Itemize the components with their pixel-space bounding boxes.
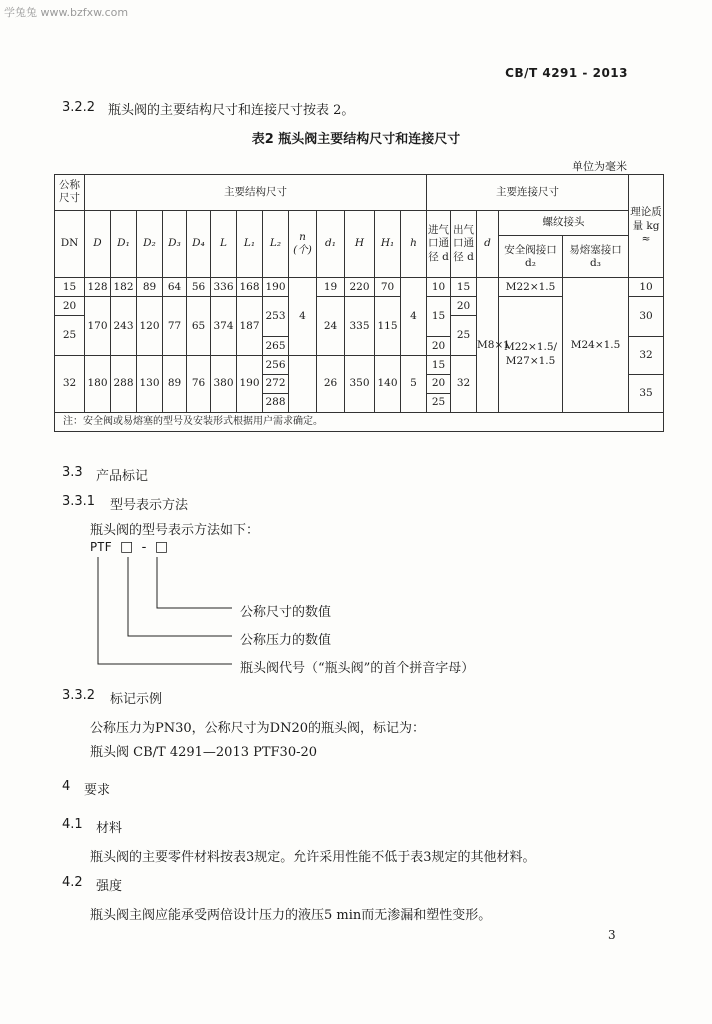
cell-D1: 243 <box>111 297 137 356</box>
cell-d1: 26 <box>317 356 345 413</box>
cell-H: 335 <box>345 297 375 356</box>
cell-inlet: 15 <box>427 297 451 337</box>
cell-inlet: 25 <box>427 394 451 413</box>
cell-D2: 130 <box>137 356 163 413</box>
cell-d1: 19 <box>317 278 345 297</box>
section-number: 4.2 <box>62 875 83 890</box>
section-title: 型号表示方法 <box>110 498 189 513</box>
cell-weight: 30 <box>629 297 664 337</box>
cell-inlet: 20 <box>427 337 451 356</box>
cell-outlet: 32 <box>451 356 477 413</box>
header-h: h <box>401 210 427 277</box>
section-title: 标记示例 <box>110 692 163 707</box>
section-title: 材料 <box>96 821 123 836</box>
example-line2: 瓶头阀 CB/T 4291—2013 PTF30-20 <box>90 745 318 760</box>
cell-inlet: 20 <box>427 375 451 394</box>
cell-L: 380 <box>211 356 237 413</box>
cell-weight: 32 <box>629 337 664 375</box>
cell-D1: 182 <box>111 278 137 297</box>
cell-D: 180 <box>85 356 111 413</box>
cell-L: 336 <box>211 278 237 297</box>
header-main-conn: 主要连接尺寸 <box>427 175 629 211</box>
cell-L: 374 <box>211 297 237 356</box>
header-nominal-size: 公称尺寸 <box>55 175 85 211</box>
cell-fusible: M24×1.5 <box>563 278 629 413</box>
header-d: d <box>477 210 499 277</box>
section-title: 要求 <box>84 783 111 798</box>
table-title: 表2 瓶头阀主要结构尺寸和连接尺寸 <box>251 132 461 147</box>
header-main-struct: 主要结构尺寸 <box>85 175 427 211</box>
cell-H: 220 <box>345 278 375 297</box>
cell-L2: 256 <box>263 356 289 375</box>
cell-D4: 65 <box>187 297 211 356</box>
cell-dn: 20 <box>55 297 85 316</box>
table-unit: 单位为毫米 <box>572 160 627 173</box>
section-body: 瓶头阀主阀应能承受两倍设计压力的液压5 min而无渗漏和塑性变形。 <box>90 908 492 923</box>
section-title: 产品标记 <box>96 469 149 484</box>
header-dn: DN <box>55 210 85 277</box>
model-placeholder: □ - □ <box>120 539 171 555</box>
cell-d: M8×1 <box>477 278 499 413</box>
example-line1: 公称压力为PN30，公称尺寸为DN20的瓶头阀，标记为： <box>90 721 426 736</box>
header-d1: d₁ <box>317 210 345 277</box>
header-H: H <box>345 210 375 277</box>
cell-L2: 253 <box>263 297 289 337</box>
cell-L1: 187 <box>237 297 263 356</box>
cell-weight: 10 <box>629 278 664 297</box>
section-number: 4 <box>62 779 71 794</box>
cell-weight: 35 <box>629 375 664 413</box>
header-H1: H₁ <box>375 210 401 277</box>
cell-h: 4 <box>401 278 427 356</box>
cell-d1: 24 <box>317 297 345 356</box>
cell-inlet: 10 <box>427 278 451 297</box>
cell-safety: M22×1.5 <box>499 278 563 297</box>
cell-D4: 76 <box>187 356 211 413</box>
label-pressure: 公称压力的数值 <box>240 633 332 648</box>
header-D1: D₁ <box>111 210 137 277</box>
cell-H1: 70 <box>375 278 401 297</box>
cell-L2: 288 <box>263 394 289 413</box>
section-body: 瓶头阀的主要零件材料按表3规定。允许采用性能不低于表3规定的其他材料。 <box>90 850 536 865</box>
cell-H1: 115 <box>375 297 401 356</box>
section-number: 4.1 <box>62 817 83 832</box>
header-D4: D₄ <box>187 210 211 277</box>
header-outlet: 出气口通径 d <box>451 210 477 277</box>
header-D: D <box>85 210 111 277</box>
section-text: 瓶头阀的主要结构尺寸和连接尺寸按表 2。 <box>108 103 355 118</box>
cell-inlet: 15 <box>427 356 451 375</box>
cell-L1: 190 <box>237 356 263 413</box>
cell-D3: 89 <box>163 356 187 413</box>
cell-dn: 15 <box>55 278 85 297</box>
cell-L2: 190 <box>263 278 289 297</box>
cell-dn: 32 <box>55 356 85 413</box>
cell-L2: 272 <box>263 375 289 394</box>
header-weight: 理论质量 kg ≈ <box>629 175 664 278</box>
cell-D1: 288 <box>111 356 137 413</box>
header-inlet: 进气口通径 d <box>427 210 451 277</box>
cell-outlet: 15 <box>451 278 477 297</box>
header-L1: L₁ <box>237 210 263 277</box>
section-number: 3.3.2 <box>62 688 96 703</box>
header-D2: D₂ <box>137 210 163 277</box>
section-number: 3.3 <box>62 465 83 480</box>
standard-code: CB/T 4291 - 2013 <box>505 66 628 80</box>
cell-D: 128 <box>85 278 111 297</box>
header-D3: D₃ <box>163 210 187 277</box>
cell-H1: 140 <box>375 356 401 413</box>
cell-D: 170 <box>85 297 111 356</box>
cell-outlet: 20 <box>451 297 477 316</box>
cell-D3: 77 <box>163 297 187 356</box>
header-thread: 螺纹接头 <box>499 210 629 235</box>
header-L: L <box>211 210 237 277</box>
cell-h: 5 <box>401 356 427 413</box>
cell-L2: 265 <box>263 337 289 356</box>
cell-safety: M22×1.5/ M27×1.5 <box>499 297 563 413</box>
cell-H: 350 <box>345 356 375 413</box>
cell-D2: 89 <box>137 278 163 297</box>
model-code: PTF <box>90 540 112 554</box>
page-number: 3 <box>608 928 616 942</box>
watermark: 学兔兔 www.bzfxw.com <box>4 6 129 19</box>
label-size: 公称尺寸的数值 <box>240 605 332 620</box>
cell-D2: 120 <box>137 297 163 356</box>
section-number: 3.3.1 <box>62 494 96 509</box>
header-safety-valve: 安全阀接口 d₂ <box>499 236 563 278</box>
label-code: 瓶头阀代号（“瓶头阀”的首个拼音字母） <box>240 661 475 676</box>
table-note: 注：安全阀或易熔塞的型号及安装形式根据用户需求确定。 <box>55 412 664 431</box>
cell-L1: 168 <box>237 278 263 297</box>
header-L2: L₂ <box>263 210 289 277</box>
cell-D3: 64 <box>163 278 187 297</box>
cell-n: 4 <box>289 278 317 356</box>
section-title: 强度 <box>96 879 123 894</box>
section-number: 3.2.2 <box>62 100 96 115</box>
cell-outlet: 25 <box>451 316 477 356</box>
header-n: n (个) <box>289 210 317 277</box>
cell-D4: 56 <box>187 278 211 297</box>
cell-dn: 25 <box>55 316 85 356</box>
header-fusible-plug: 易熔塞接口 d₃ <box>563 236 629 278</box>
model-intro: 瓶头阀的型号表示方法如下： <box>90 523 260 538</box>
